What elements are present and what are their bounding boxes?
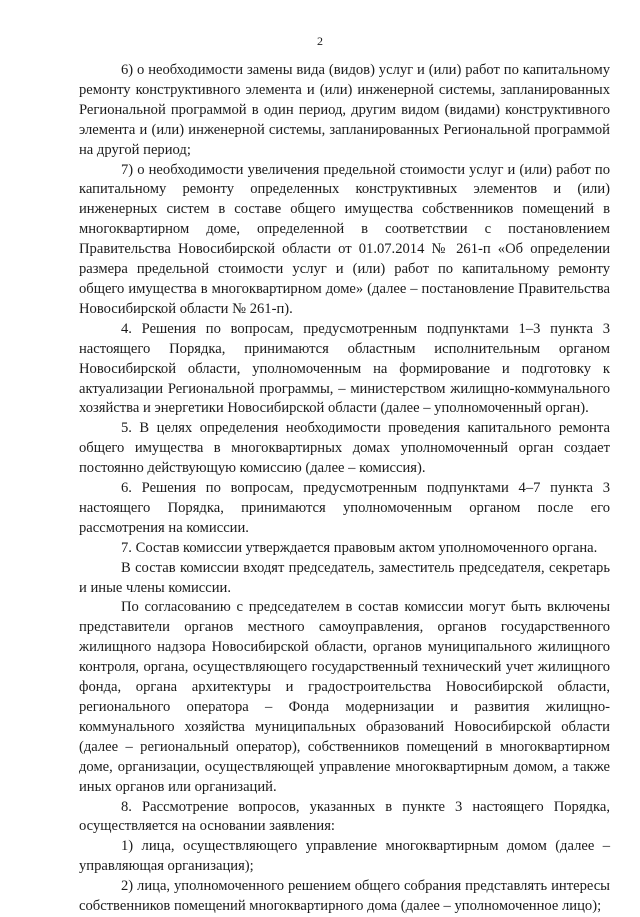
document-body (79, 61, 610, 917)
paragraph-clause-6: 6. Решения по вопросам, предусмотренным подпунктами 4–7 пункта 3 настоящего Порядка, принимаются уполномоченным органом после его рассмотрения на комиссии. (79, 480, 610, 536)
paragraph-item-7-cost-increase: 7) о необходимости увеличения предельной стоимости услуг и (или) работ по капитальному ремонту определенных конструктивных элементов и (или) инженерных систем в составе общего имущества собственников помещений в многоквартирном доме, определенной в соответствии с постановлением Правительства Новосибирской области от 01.07.2014 № 261-п «Об определении размера предельной стоимости услуг и (или) работ по капитальному ремонту общего имущества в многоквартирном доме» (далее – постановление Правительства Новосибирской области № 261-п). (79, 161, 610, 317)
paragraph-clause-4: 4. Решения по вопросам, предусмотренным подпунктами 1–3 пункта 3 настоящего Порядка, принимаются областным исполнительным органом Новосибирской области, уполномоченным на формирование и подготовку к актуализации Региональной программы, – министерством жилищно-коммунального хозяйства и энергетики Новосибирской области (далее – уполномоченный орган). (79, 320, 610, 417)
paragraph-clause-7: 7. Состав комиссии утверждается правовым актом уполномоченного органа. (121, 539, 598, 556)
paragraph-clause-8: 8. Рассмотрение вопросов, указанных в пункте 3 настоящего Порядка, осуществляется на основании заявления: (79, 798, 610, 835)
paragraph-item-6-replacement: 6) о необходимости замены вида (видов) услуг и (или) работ по капитальному ремонту конструктивного элемента и (или) инженерной системы, запланированных Региональной программой в один период, другим видом (видами) конструктивного элемента и (или) инженерной системы, запланированных Региональной программой на другой период; (79, 62, 610, 158)
paragraph-clause-5: 5. В целях определения необходимости проведения капитального ремонта общего имущества в многоквартирных домах уполномоченный орган создает постоянно действующую комиссию (далее – комиссия). (79, 420, 610, 477)
paragraph-commission-composition: В состав комиссии входят председатель, заместитель председателя, секретарь и иные члены комиссии. (79, 559, 610, 596)
paragraph-commission-representatives: По согласованию с председателем в состав комиссии могут быть включены представители органов местного самоуправления, органов государственного жилищного надзора Новосибирской области, органов муниципального жилищного контроля, органа, осуществляющего государственный технический учет жилищного фонда, органа архитектуры и градостроительства Новосибирской области, регионального оператора – Фонда модернизации и развития жилищно-коммунального хозяйства муниципальных образований Новосибирской области (далее – региональный оператор), собственников помещений в многоквартирном доме, организации, осуществляющей управление многоквартирным домом, а также иных органов или организаций. (79, 599, 610, 795)
paragraph-applicant-2: 2) лица, уполномоченного решением общего собрания представлять интересы собственников помещений многоквартирного дома (далее – уполномоченное лицо); (79, 878, 610, 915)
paragraph-applicant-1: 1) лица, осуществляющего управление многоквартирным домом (далее – управляющая организация); (79, 838, 610, 875)
page-number: 2 (317, 34, 323, 48)
